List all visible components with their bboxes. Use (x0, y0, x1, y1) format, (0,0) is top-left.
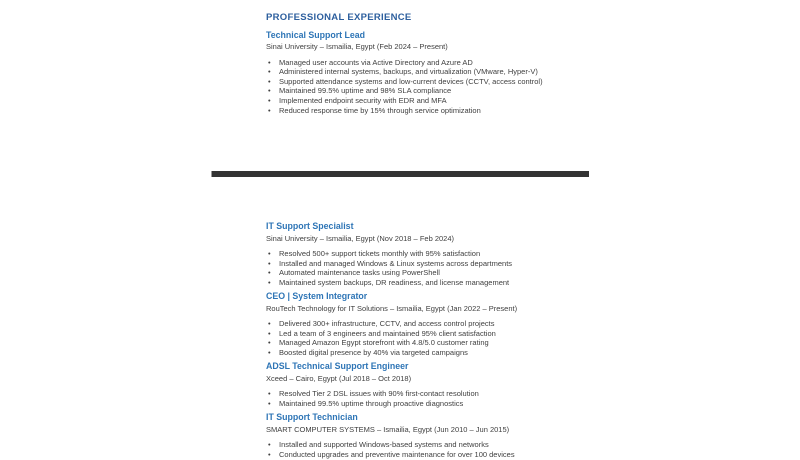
job-title: Technical Support Lead (266, 29, 366, 40)
job-entry-technical-support-lead (266, 30, 590, 116)
job-company-line: SMART COMPUTER SYSTEMS – Ismailia, Egypt (Jun 2010 – Jun 2015) (266, 424, 510, 434)
job-bullet: • Installed and supported Windows-based systems and networks (266, 440, 590, 450)
job-bullet: • Implemented endpoint security with EDR and MFA (266, 96, 590, 106)
job-bullet: • Managed Amazon Egypt storefront with 4.8/5.0 customer rating (266, 338, 590, 348)
job-bullet: • Resolved 500+ support tickets monthly with 95% satisfaction (266, 249, 590, 259)
resume-page-1 (266, 12, 590, 115)
job-title: ADSL Technical Support Engineer (266, 361, 409, 372)
job-bullet-list (266, 319, 590, 358)
job-entry-adsl-technical-support-engineer (266, 361, 590, 408)
job-bullet-list (266, 58, 590, 116)
job-bullet: • Managed user accounts via Active Directory and Azure AD (266, 58, 590, 68)
job-bullet: • Boosted digital presence by 40% via targeted campaigns (266, 348, 590, 358)
job-bullet-list (266, 249, 590, 288)
job-entry-it-support-specialist (266, 221, 590, 288)
job-bullet: • Resolved Tier 2 DSL issues with 90% first-contact resolution (266, 389, 590, 399)
job-bullet: • Led a team of 3 engineers and maintained 95% client satisfaction (266, 329, 590, 339)
job-bullet: • Maintained 99.5% uptime through proactive diagnostics (266, 399, 590, 409)
job-bullet: • Maintained system backups, DR readiness, and license management (266, 278, 590, 288)
job-entry-ceo-system-integrator (266, 291, 590, 358)
job-bullet: • Automated maintenance tasks using PowerShell (266, 268, 590, 278)
job-bullet-list (266, 389, 590, 408)
page-break-bar (211, 171, 589, 177)
job-entry-it-support-technician (266, 412, 590, 459)
job-company-line: Sinai University – Ismailia, Egypt (Feb 2024 – Present) (266, 42, 448, 51)
job-company-line: Xceed – Cairo, Egypt (Jul 2018 – Oct 2018) (266, 373, 412, 383)
section-heading-professional-experience: PROFESSIONAL EXPERIENCE (266, 12, 412, 23)
job-bullet: • Supported attendance systems and low-current devices (CCTV, access control) (266, 77, 590, 87)
job-bullet-list (266, 440, 590, 459)
job-company-line: RouTech Technology for IT Solutions – Ismailia, Egypt (Jan 2022 – Present) (266, 303, 518, 313)
job-title: IT Support Technician (266, 412, 358, 423)
job-bullet: • Maintained 99.5% uptime and 98% SLA compliance (266, 86, 590, 96)
job-bullet: • Delivered 300+ infrastructure, CCTV, and access control projects (266, 319, 590, 329)
job-bullet: • Conducted upgrades and preventive maintenance for over 100 devices (266, 450, 590, 460)
job-bullet: • Installed and managed Windows & Linux systems across departments (266, 259, 590, 269)
job-title: CEO | System Integrator (266, 291, 368, 302)
job-company-line: Sinai University – Ismailia, Egypt (Nov 2018 – Feb 2024) (266, 233, 455, 243)
job-bullet: • Reduced response time by 15% through service optimization (266, 106, 590, 116)
job-bullet: • Administered internal systems, backups, and virtualization (VMware, Hyper-V) (266, 67, 590, 77)
job-title: IT Support Specialist (266, 221, 354, 231)
resume-page-2 (266, 221, 590, 459)
